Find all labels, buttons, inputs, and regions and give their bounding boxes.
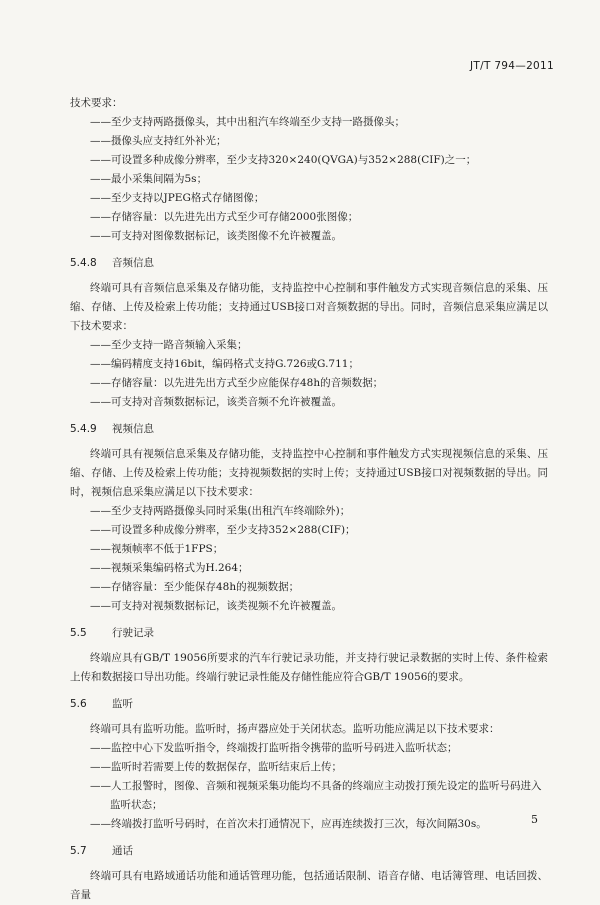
section-paragraph: 终端可具有视频信息采集及存储功能，支持监控中心控制和事件触发方式实现视频信息的采集、压缩、存储、上传及检索上传功能；支持视频数据的实时上传；支持通过USB接口对视频数据的导出。同时，视频信息采集应满足以下技术要求： bbox=[70, 448, 548, 498]
section-heading-5-4-9 bbox=[70, 420, 548, 439]
list-item: ——存储容量：至少能保存48h的视频数据； bbox=[90, 581, 300, 593]
section-heading-5-7 bbox=[70, 842, 548, 861]
section-paragraph: 终端应具有GB/T 19056所要求的汽车行驶记录功能，并支持行驶记录数据的实时上传、条件检索上传和数据接口导出功能。终端行驶记录性能及存储性能应符合GB/T 19056的要求。 bbox=[70, 652, 548, 683]
section-paragraph: 终端可具有电路域通话功能和通话管理功能，包括通话限制、语音存储、电话簿管理、电话回拨、音量 bbox=[70, 870, 548, 901]
list-item: ——至少支持以JPEG格式存储图像； bbox=[90, 192, 265, 204]
list-item: ——至少支持两路摄像头，其中出租汽车终端至少支持一路摄像头； bbox=[90, 116, 405, 128]
list-item: ——视频采集编码格式为H.264； bbox=[90, 562, 249, 574]
section-heading-5-4-8 bbox=[70, 254, 548, 273]
section-heading-5-6 bbox=[70, 695, 548, 714]
list-item: ——可支持对视频数据标记，该类视频不允许被覆盖。 bbox=[90, 600, 342, 612]
section-number: 5.5 bbox=[70, 627, 87, 639]
intro-lead: 技术要求： bbox=[70, 97, 123, 109]
list-item: ——编码精度支持16bit，编码格式支持G.726或G.711； bbox=[90, 358, 359, 370]
list-item: ——至少支持两路摄像头同时采集(出租汽车终端除外)； bbox=[90, 505, 351, 517]
section-heading-5-5 bbox=[70, 624, 548, 643]
list-item: ——监控中心下发监听指令，终端拨打监听指令携带的监听号码进入监听状态； bbox=[90, 742, 458, 754]
list-item: ——存储容量：以先进先出方式至少应能保存48h的音频数据； bbox=[90, 377, 384, 389]
list-item: ——可支持对音频数据标记，该类音频不允许被覆盖。 bbox=[90, 396, 342, 408]
list-item: ——终端拨打监听号码时，在首次未打通情况下，应再连续拨打三次，每次间隔30s。 bbox=[90, 818, 487, 830]
section-number: 5.4.8 bbox=[70, 257, 97, 269]
section-number: 5.4.9 bbox=[70, 423, 97, 435]
page-content bbox=[70, 94, 548, 905]
list-item: ——可设置多种成像分辨率，至少支持352×288(CIF)； bbox=[90, 524, 356, 536]
list-item: ——摄像头应支持红外补光； bbox=[90, 135, 227, 147]
section-number: 5.6 bbox=[70, 698, 87, 710]
list-item: ——人工报警时，图像、音频和视频采集功能均不具备的终端应主动拨打预先设定的监听号码进入 bbox=[90, 780, 542, 792]
list-item: ——存储容量：以先进先出方式至少可存储2000张图像； bbox=[90, 211, 359, 223]
section-number: 5.7 bbox=[70, 845, 87, 857]
page-number: 5 bbox=[531, 813, 538, 826]
list-item: ——最小采集间隔为5s； bbox=[90, 173, 208, 185]
section-title: 通话 bbox=[112, 845, 133, 857]
section-title: 音频信息 bbox=[112, 257, 154, 269]
section-paragraph: 终端可具有监听功能。监听时，扬声器应处于关闭状态。监听功能应满足以下技术要求： bbox=[90, 723, 500, 735]
list-item: ——可支持对图像数据标记，该类图像不允许被覆盖。 bbox=[90, 230, 342, 242]
list-item: ——监听时若需要上传的数据保存，监听结束后上传； bbox=[90, 761, 342, 773]
section-title: 视频信息 bbox=[112, 423, 154, 435]
list-item: ——至少支持一路音频输入采集； bbox=[90, 339, 248, 351]
list-item: ——视频帧率不低于1FPS； bbox=[90, 543, 224, 555]
list-item-continuation: 监听状态； bbox=[110, 799, 163, 811]
section-paragraph: 终端可具有音频信息采集及存储功能，支持监控中心控制和事件触发方式实现音频信息的采集、压缩、存储、上传及检索上传功能；支持通过USB接口对音频数据的导出。同时，音频信息采集应满足以下技术要求： bbox=[70, 282, 548, 332]
standard-code: JT/T 794—2011 bbox=[470, 60, 554, 72]
section-title: 行驶记录 bbox=[112, 627, 154, 639]
list-item: ——可设置多种成像分辨率，至少支持320×240(QVGA)与352×288(CIF)之一； bbox=[90, 154, 477, 166]
section-title: 监听 bbox=[112, 698, 133, 710]
